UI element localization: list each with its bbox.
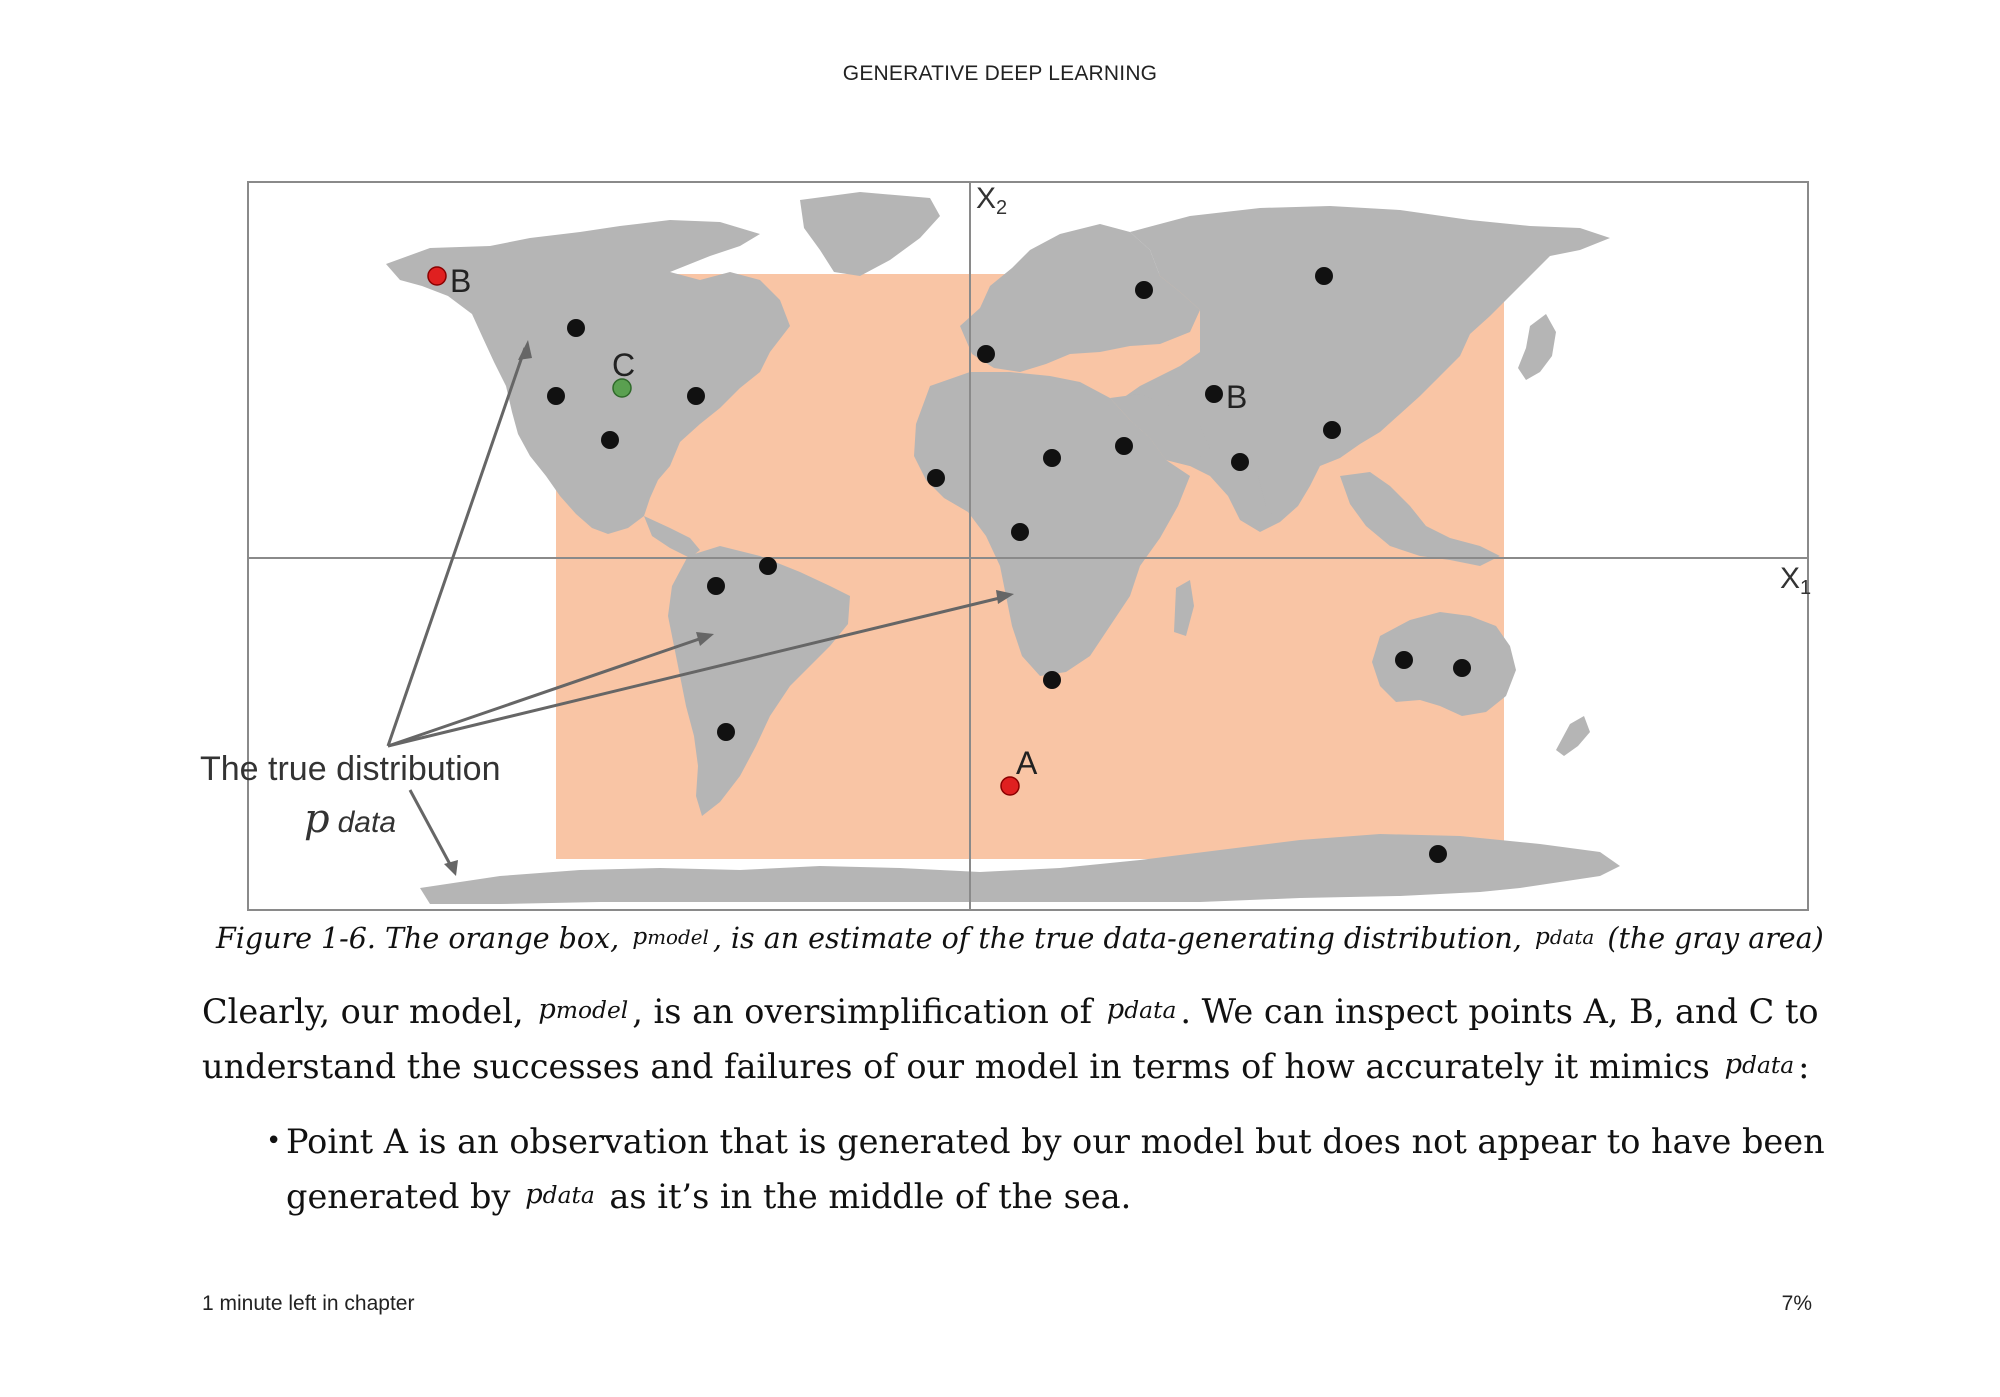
point-india	[1231, 453, 1249, 471]
label-b-asia: B	[1226, 379, 1248, 415]
point-central-asia	[1205, 385, 1223, 403]
point-b-alaska	[428, 267, 446, 285]
var-p-model: pmodel	[632, 922, 709, 950]
time-left-indicator: 1 minute left in chapter	[202, 1292, 415, 1315]
point-na-east	[687, 387, 705, 405]
world-map-svg	[200, 176, 1820, 916]
label-a: A	[1016, 745, 1038, 781]
label-b-alaska: B	[450, 263, 472, 299]
point-europe-west	[977, 345, 995, 363]
point-australia-east	[1453, 659, 1471, 677]
point-africa-north	[1043, 449, 1061, 467]
point-russia-west	[1135, 281, 1153, 299]
point-sa-south	[717, 723, 735, 741]
paragraph-line-1: Clearly, our model, pmodel , is an oversimplification of pdata . We can inspect points A, B, and C to	[202, 983, 1842, 1038]
point-mexico	[601, 431, 619, 449]
point-africa-west	[927, 469, 945, 487]
bullet-text	[286, 1115, 1825, 1223]
var-p-model: pmodel	[538, 994, 629, 1025]
point-africa-central	[1011, 523, 1029, 541]
body-paragraph	[202, 983, 1842, 1093]
point-na-west	[567, 319, 585, 337]
point-africa-south	[1043, 671, 1061, 689]
figure-caption: Figure 1-6. The orange box, pmodel , is an estimate of the true data-generating distribution, pdata (the gray area)	[216, 922, 1824, 956]
point-australia-west	[1395, 651, 1413, 669]
point-middle-east	[1115, 437, 1133, 455]
x-axis-label: $X_1$	[1780, 562, 1812, 599]
bullet-line-1: Point A is an observation that is generated by our model but does not appear to have been	[286, 1122, 1825, 1161]
annotation-p-data: p data	[304, 796, 396, 842]
point-antarctica	[1429, 845, 1447, 863]
bullet-line-2: generated by pdata as it’s in the middle of the sea.	[286, 1168, 1825, 1223]
point-sa-west	[707, 577, 725, 595]
point-na-southwest	[547, 387, 565, 405]
var-p-data: pdata	[1534, 922, 1595, 950]
point-china	[1323, 421, 1341, 439]
progress-percent: 7%	[1781, 1292, 1812, 1315]
point-russia-east	[1315, 267, 1333, 285]
var-p-data: pdata	[525, 1179, 595, 1210]
var-p-data: pdata	[1724, 1048, 1795, 1080]
label-c: C	[612, 347, 636, 383]
var-p-data: pdata	[1106, 994, 1177, 1025]
bullet-marker: •	[266, 1126, 282, 1156]
annotation-true-distribution: The true distribution	[200, 750, 501, 788]
paragraph-line-2: understand the successes and failures of our model in terms of how accurately it mimics pdata :	[202, 1038, 1842, 1093]
world-map-figure	[200, 176, 1820, 916]
book-title-header: GENERATIVE DEEP LEARNING	[842, 62, 1158, 85]
y-axis-label: $X_2$	[976, 182, 1008, 219]
point-sa-east	[759, 557, 777, 575]
